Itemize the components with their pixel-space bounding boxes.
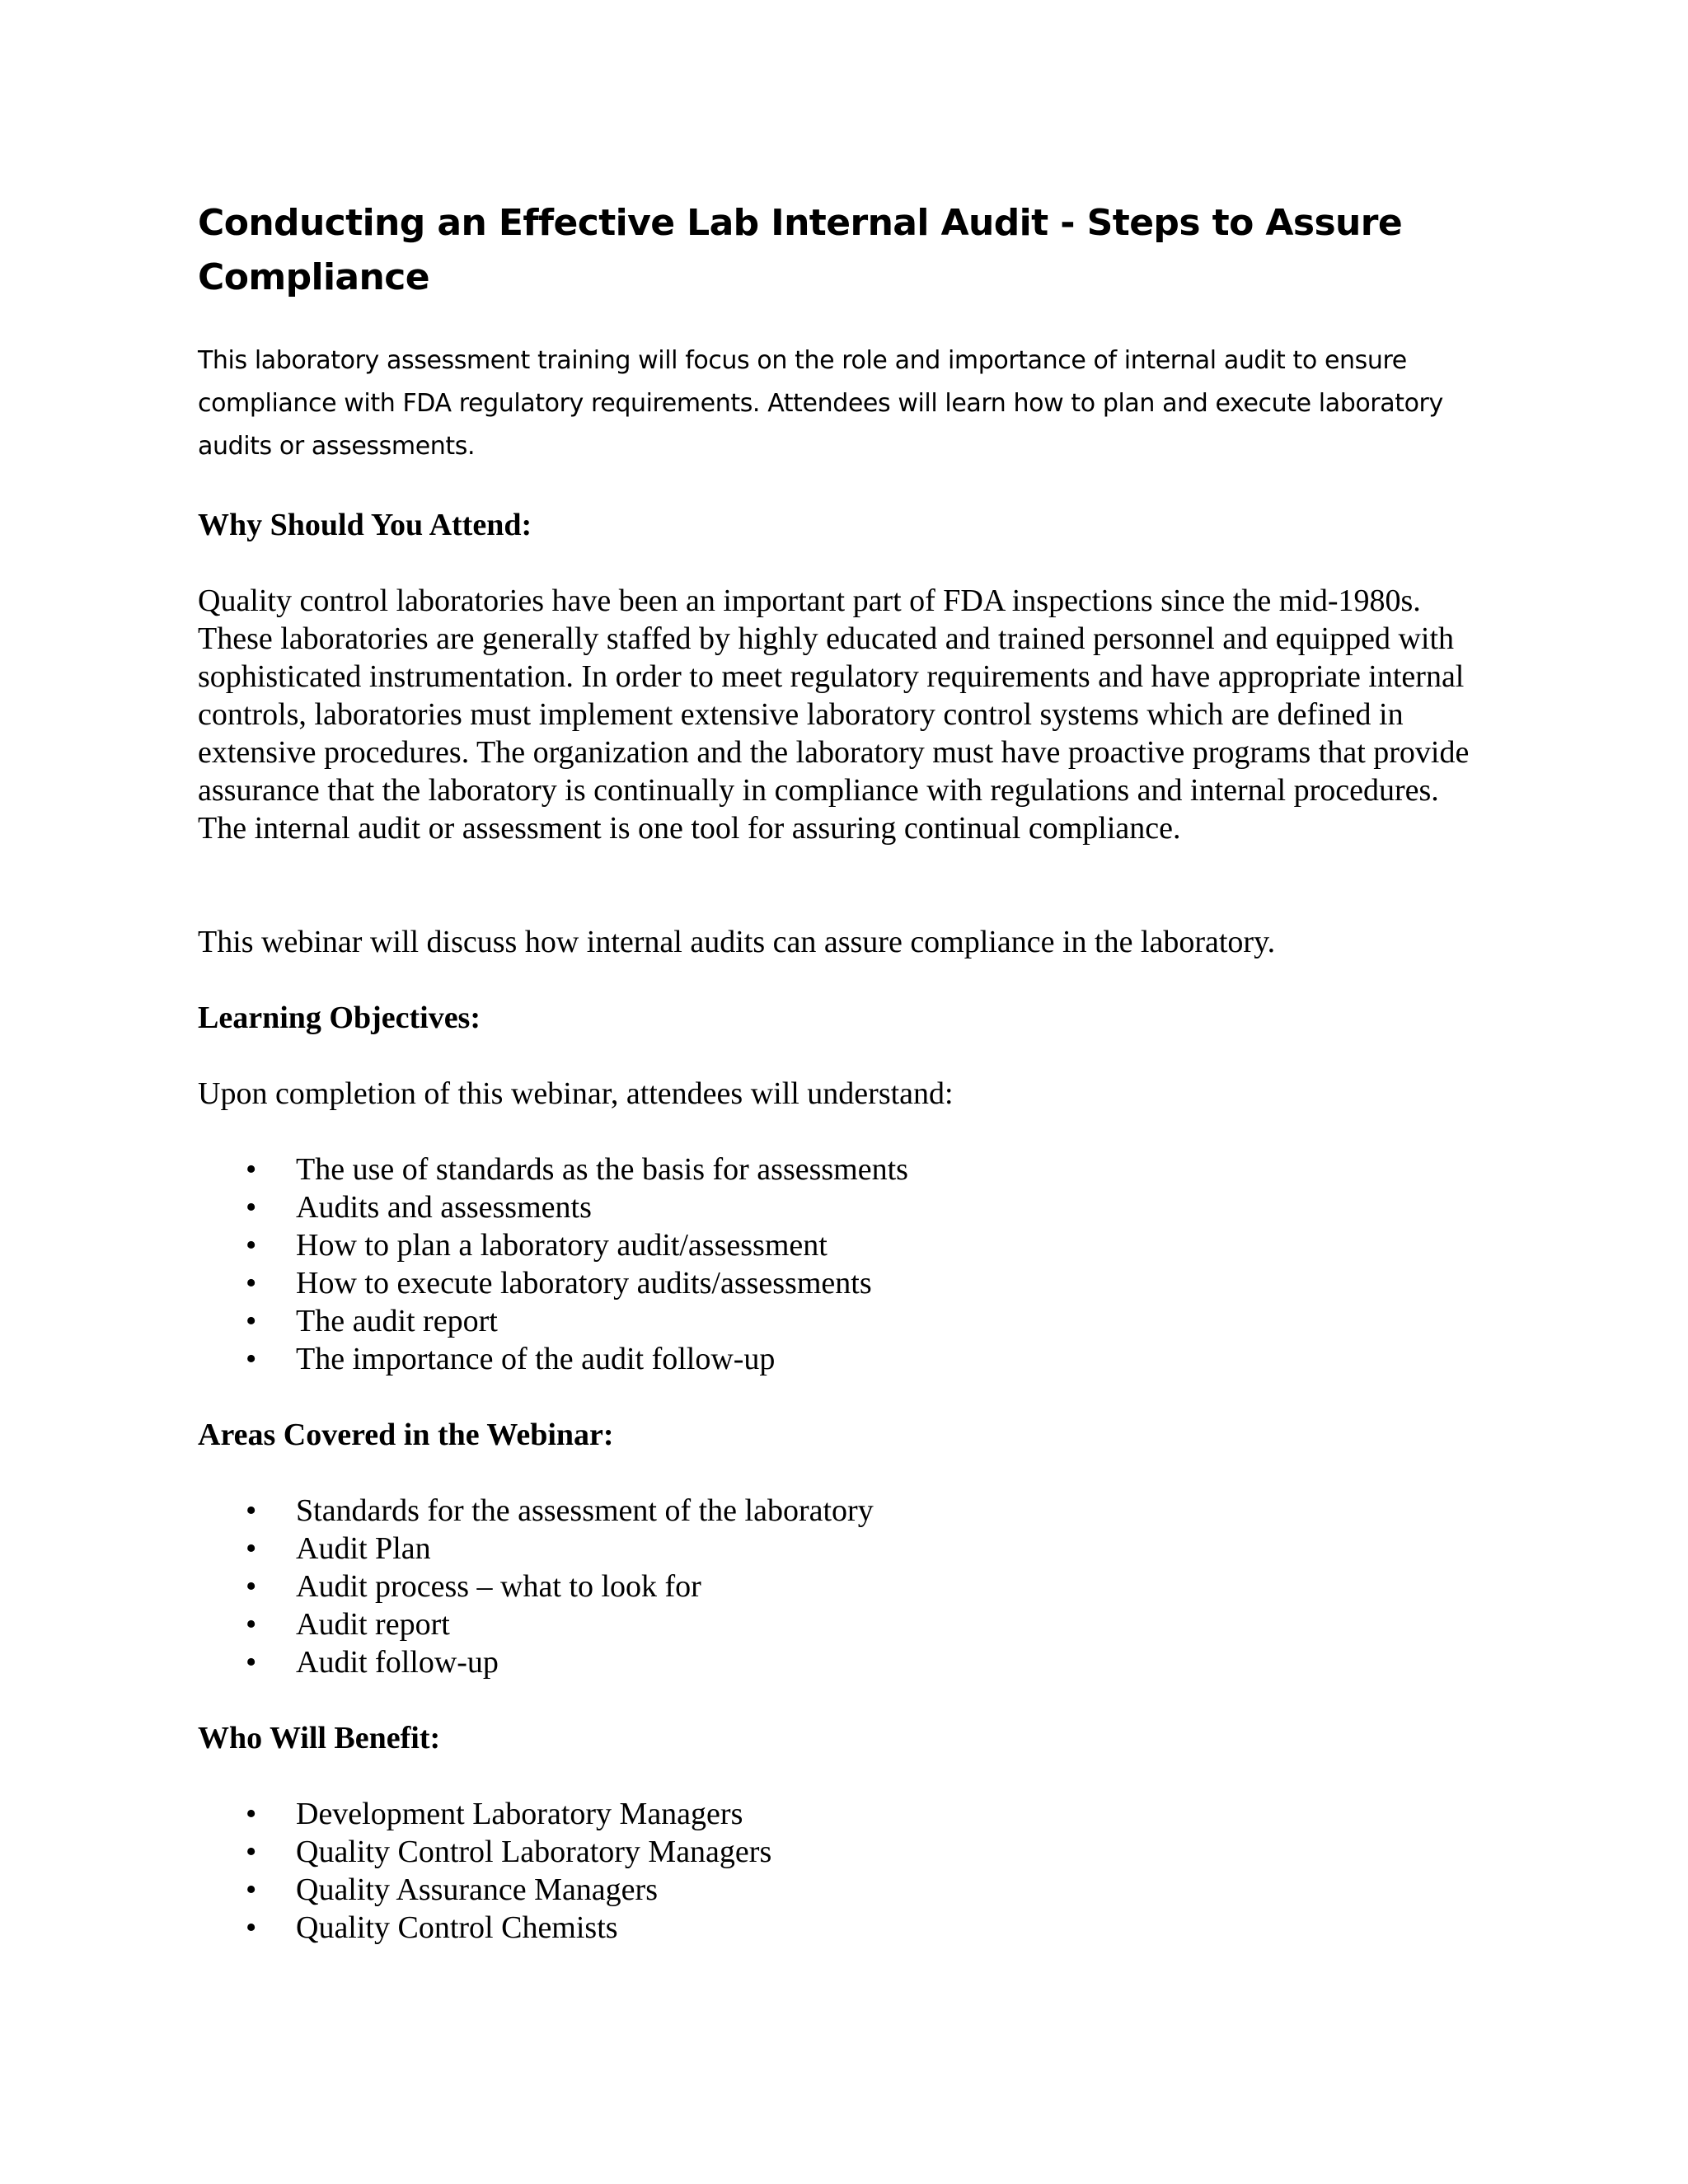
list-item-text: Audit process – what to look for	[296, 1569, 701, 1604]
list-item-text: How to execute laboratory audits/assessments	[296, 1266, 872, 1301]
learning-objectives-heading: Learning Objectives:	[198, 1001, 481, 1035]
list-item-text: Quality Control Chemists	[296, 1910, 618, 1945]
bullet-icon: •	[246, 1152, 257, 1187]
why-attend-paragraph: Quality control laboratories have been an important part of FDA inspections since the mid-1980s. These laboratories are generally staffed by highly educated and trained personnel and equipped with sophisticated instrumentation. In order to meet regulatory requirements and have appropriate internal controls, laboratories must implement extensive laboratory control systems which are defined in extensive procedures. The organization and the laboratory must have proactive programs that provide assurance that the laboratory is continually in compliance with regulations and internal procedures. The internal audit or assessment is one tool for assuring continual compliance.	[198, 583, 1470, 846]
list-item-text: The use of standards as the basis for assessments	[296, 1152, 908, 1187]
who-benefits-heading: Who Will Benefit:	[198, 1721, 441, 1755]
list-item-text: The importance of the audit follow-up	[296, 1342, 776, 1376]
list-item	[198, 1833, 771, 1871]
list-item	[198, 1530, 874, 1568]
document-title: Conducting an Effective Lab Internal Audit - Steps to Assure Compliance	[198, 202, 1403, 298]
learning-objectives-list	[198, 1151, 908, 1378]
list-item-text: Audit report	[296, 1607, 450, 1642]
list-item	[198, 1188, 908, 1226]
areas-covered-heading: Areas Covered in the Webinar:	[198, 1418, 614, 1452]
list-item-text: How to plan a laboratory audit/assessment	[296, 1228, 828, 1263]
list-item-text: Quality Assurance Managers	[296, 1872, 658, 1907]
list-item-text: Quality Control Laboratory Managers	[296, 1835, 772, 1869]
list-item	[198, 1643, 874, 1681]
list-item	[198, 1302, 908, 1340]
list-item	[198, 1909, 771, 1947]
list-item	[198, 1264, 908, 1302]
bullet-icon: •	[246, 1569, 257, 1604]
list-item-text: Development Laboratory Managers	[296, 1797, 743, 1831]
list-item	[198, 1795, 771, 1833]
list-item	[198, 1492, 874, 1530]
intro-paragraph: This laboratory assessment training will focus on the role and importance of internal audit to ensure compliance with FDA regulatory requirements. Attendees will learn how to plan and execute laboratory audits or assessments.	[198, 346, 1443, 461]
why-attend-heading: Why Should You Attend:	[198, 508, 532, 542]
list-item	[198, 1151, 908, 1188]
list-item	[198, 1568, 874, 1605]
bullet-icon: •	[246, 1872, 257, 1907]
bullet-icon: •	[246, 1797, 257, 1831]
list-item	[198, 1605, 874, 1643]
list-item-text: Audit follow-up	[296, 1645, 499, 1680]
bullet-icon: •	[246, 1266, 257, 1301]
bullet-icon: •	[246, 1531, 257, 1566]
who-benefits-list	[198, 1795, 771, 1947]
bullet-icon: •	[246, 1835, 257, 1869]
list-item-text: Audits and assessments	[296, 1190, 592, 1225]
bullet-icon: •	[246, 1493, 257, 1528]
list-item-text: Audit Plan	[296, 1531, 431, 1566]
list-item-text: Standards for the assessment of the laboratory	[296, 1493, 874, 1528]
list-item	[198, 1340, 908, 1378]
bullet-icon: •	[246, 1607, 257, 1642]
list-item	[198, 1871, 771, 1909]
bullet-icon: •	[246, 1228, 257, 1263]
areas-covered-list	[198, 1492, 874, 1681]
webinar-summary-paragraph: This webinar will discuss how internal audits can assure compliance in the laboratory.	[198, 925, 1276, 959]
bullet-icon: •	[246, 1190, 257, 1225]
bullet-icon: •	[246, 1910, 257, 1945]
bullet-icon: •	[246, 1304, 257, 1338]
list-item-text: The audit report	[296, 1304, 498, 1338]
bullet-icon: •	[246, 1645, 257, 1680]
learning-objectives-lead: Upon completion of this webinar, attendees will understand:	[198, 1076, 954, 1111]
list-item	[198, 1226, 908, 1264]
bullet-icon: •	[246, 1342, 257, 1376]
